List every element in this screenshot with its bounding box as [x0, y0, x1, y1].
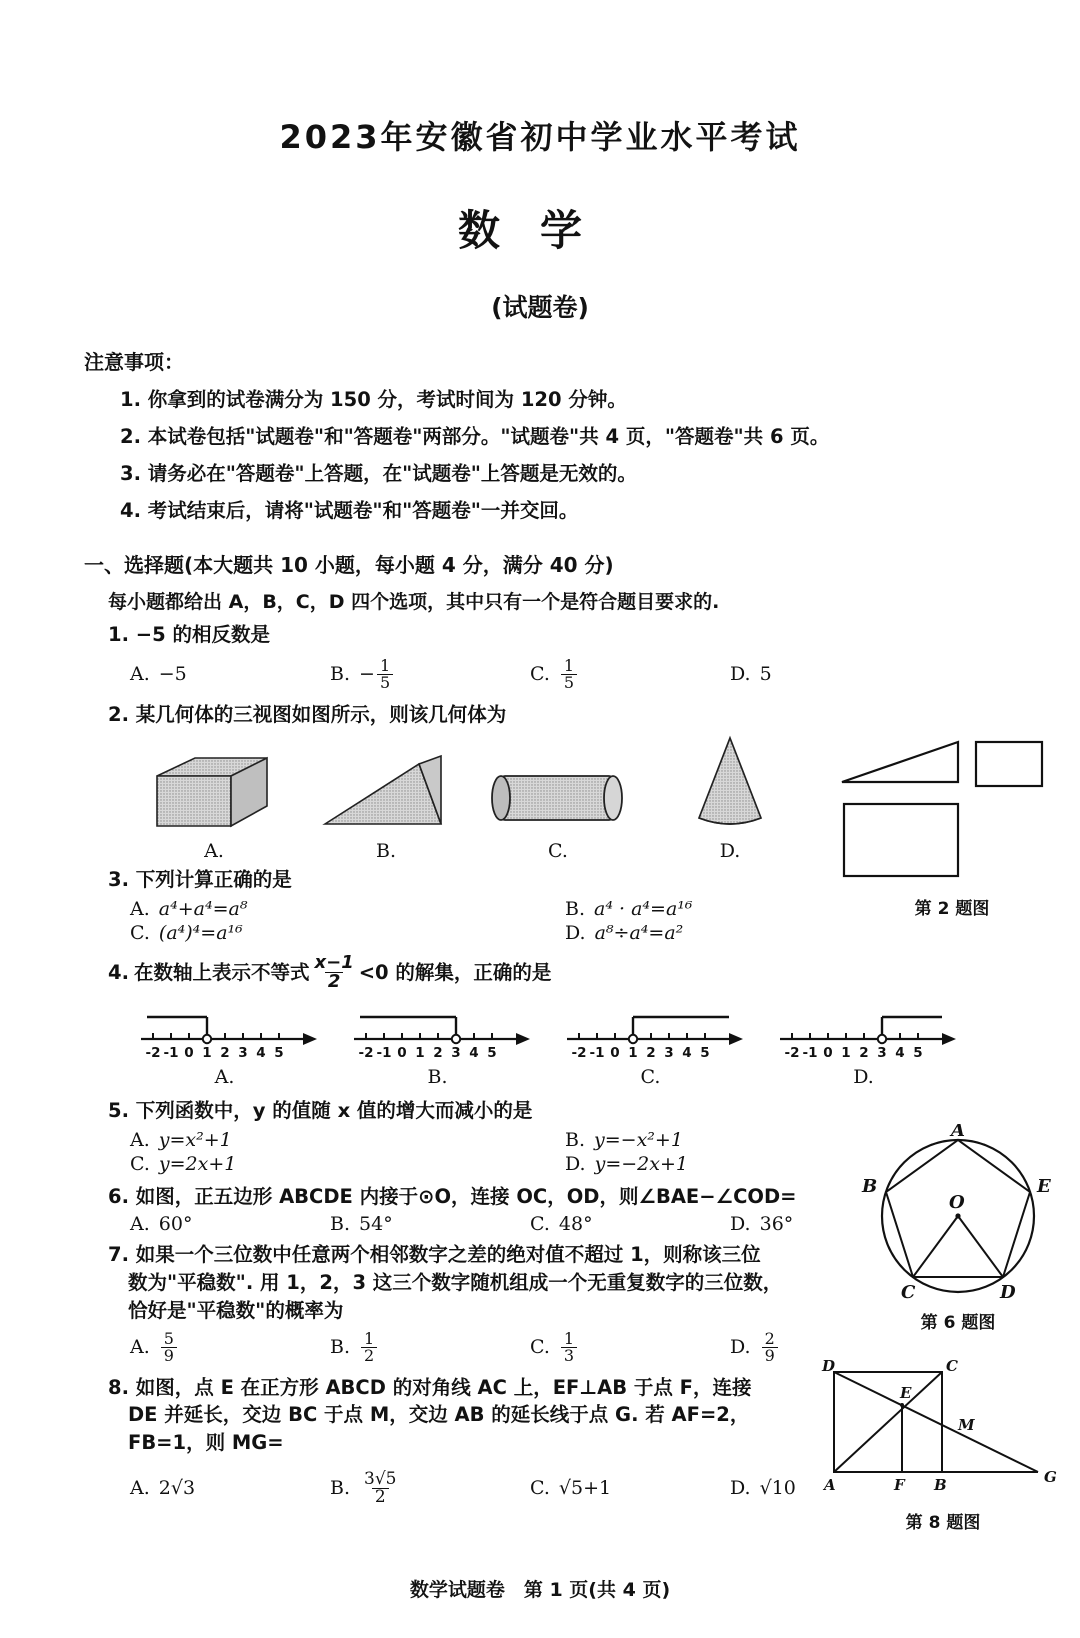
option-b-fraction — [361, 1468, 399, 1507]
option-b-value: 54° — [359, 1213, 393, 1236]
svg-text:4: 4 — [894, 1045, 905, 1062]
question-4-stem — [108, 954, 1080, 991]
notice-item-2: 2. 本试卷包括"试题卷"和"答题卷"两部分。"试题卷"共 4 页，"答题卷"共 6 页。 — [120, 425, 830, 448]
question-5-option-a[interactable] — [130, 1129, 565, 1151]
question-6-option-c[interactable] — [530, 1213, 730, 1235]
question-8-text-line3: FB=1，则 MG= — [128, 1430, 284, 1454]
question-1-stem — [108, 621, 1080, 649]
option-a-label: A. — [130, 1477, 150, 1500]
label-d: D — [1000, 1282, 1016, 1302]
svg-text:-2: -2 — [784, 1045, 799, 1062]
question-2-option-d[interactable] — [644, 734, 816, 862]
question-3-options-row2 — [108, 922, 1080, 944]
square-abcd-diagram — [812, 1360, 1074, 1502]
question-1-options — [108, 655, 1080, 692]
fraction-numerator: 1 — [379, 655, 391, 675]
svg-text:2: 2 — [858, 1045, 869, 1062]
question-6-option-b[interactable] — [330, 1213, 530, 1235]
three-view-drawing — [836, 736, 1068, 888]
fraction-denominator: 2 — [361, 1347, 377, 1364]
question-4-option-a[interactable] — [118, 1003, 331, 1088]
question-8-option-a[interactable] — [130, 1477, 330, 1499]
option-c-label: C. — [130, 922, 150, 945]
label-f: F — [894, 1476, 905, 1494]
question-2-option-a[interactable] — [128, 748, 300, 862]
label-c: C — [901, 1282, 916, 1302]
question-7-number: 7. — [108, 1243, 129, 1267]
option-c-value: √5+1 — [558, 1477, 612, 1500]
label-m: M — [958, 1416, 975, 1434]
option-a-label: A. — [130, 1336, 150, 1358]
question-1-text: −5 的相反数是 — [135, 623, 270, 646]
label-a: A — [951, 1124, 965, 1141]
question-3-option-c[interactable] — [130, 922, 565, 944]
label-c: C — [946, 1360, 958, 1375]
number-line-icon — [766, 1003, 962, 1061]
fraction-numerator: 5 — [163, 1328, 174, 1348]
question-7-stem — [108, 1241, 1080, 1269]
option-c-label: C. — [530, 663, 550, 686]
question-3-option-a[interactable] — [130, 898, 565, 920]
svg-text:2: 2 — [219, 1045, 230, 1062]
option-a-label: A. — [130, 663, 150, 686]
question-7-option-a[interactable] — [130, 1328, 330, 1365]
option-d-label: D. — [730, 1213, 751, 1236]
svg-text:4: 4 — [255, 1045, 266, 1062]
option-d-value: √10 — [759, 1477, 796, 1500]
question-4-option-c[interactable] — [544, 1003, 757, 1088]
question-8-number: 8. — [108, 1375, 129, 1399]
svg-text:-2: -2 — [358, 1045, 373, 1062]
fraction-denominator: 5 — [377, 674, 393, 691]
question-8-option-b[interactable] — [330, 1468, 530, 1507]
option-a-label: A. — [130, 898, 150, 921]
question-1-option-b[interactable] — [330, 655, 530, 692]
option-a-value: y=x²+1 — [158, 1128, 232, 1151]
fraction-numerator: 1 — [563, 655, 575, 675]
question-1-number: 1. — [108, 623, 129, 646]
option-d-label: D. — [853, 1066, 874, 1089]
question-4-option-d[interactable] — [757, 1003, 970, 1088]
question-4-options — [108, 1003, 1080, 1088]
label-e: E — [1037, 1176, 1051, 1197]
option-b-sign: − — [359, 663, 375, 686]
question-4-number: 4. — [108, 960, 129, 984]
question-5-number: 5. — [108, 1099, 129, 1123]
number-line-icon — [553, 1003, 749, 1061]
option-b-label: B. — [330, 1336, 351, 1358]
svg-text:1: 1 — [201, 1045, 212, 1062]
question-4-option-b[interactable] — [331, 1003, 544, 1088]
question-4-text-before: 在数轴上表示不等式 — [133, 960, 310, 984]
cone-icon — [655, 734, 805, 834]
option-a-label: A. — [204, 840, 224, 863]
notice-item-3: 3. 请务必在"答题卷"上答题，在"试题卷"上答题是无效的。 — [120, 462, 637, 485]
option-b-fraction — [377, 655, 393, 692]
question-3-text: 下列计算正确的是 — [135, 868, 292, 892]
option-c-label: C. — [530, 1213, 550, 1236]
option-b-label: B. — [565, 898, 586, 921]
question-2-number: 2. — [108, 702, 129, 726]
svg-text:5: 5 — [699, 1045, 710, 1062]
svg-text:-1: -1 — [589, 1045, 604, 1062]
notice-item-4: 4. 考试结束后，请将"试题卷"和"答题卷"一并交回。 — [120, 499, 579, 522]
option-d-fraction — [762, 1328, 778, 1365]
question-8-option-c[interactable] — [530, 1477, 730, 1499]
exam-page — [0, 112, 1080, 1638]
svg-text:-1: -1 — [163, 1045, 178, 1062]
fraction-numerator: x−1 — [314, 952, 354, 974]
svg-text:3: 3 — [237, 1045, 248, 1062]
question-7-options — [108, 1328, 1080, 1365]
option-c-value: 48° — [558, 1213, 593, 1236]
svg-text:2: 2 — [432, 1045, 443, 1062]
option-c-fraction — [561, 1328, 577, 1365]
option-b-label: B. — [330, 1477, 351, 1500]
option-c-fraction — [561, 655, 577, 692]
option-d-value: y=−2x+1 — [594, 1152, 688, 1175]
option-c-label: C. — [530, 1477, 550, 1500]
svg-text:-1: -1 — [802, 1045, 817, 1062]
section-heading: 一、选择题(本大题共 10 小题，每小题 4 分，满分 40 分) — [84, 553, 614, 577]
svg-text:-2: -2 — [145, 1045, 160, 1062]
question-2-stem — [108, 701, 1080, 729]
question-7-text-line1: 如果一个三位数中任意两个相邻数字之差的绝对值不超过 1，则称该三位 — [135, 1243, 761, 1267]
line-dg — [834, 1372, 1038, 1472]
point-e — [900, 1403, 904, 1407]
option-d-label: D. — [719, 840, 741, 863]
cylinder-icon — [483, 748, 633, 834]
label-d: D — [822, 1360, 836, 1375]
question-6-text: 如图，正五边形 ABCDE 内接于⊙O，连接 OC，OD，则∠BAE−∠COD= — [135, 1184, 797, 1208]
option-a-value: −5 — [158, 663, 187, 686]
option-d-label: D. — [730, 1477, 751, 1500]
svg-text:-1: -1 — [376, 1045, 391, 1062]
question-7-text-line2: 数为"平稳数". 用 1，2，3 这三个数字随机组成一个无重复数字的三位数， — [128, 1271, 783, 1295]
option-b-label: B. — [565, 1128, 586, 1151]
option-a-label: A. — [130, 1128, 150, 1151]
option-a-value: 2√3 — [158, 1477, 196, 1500]
question-3-number: 3. — [108, 868, 129, 892]
question-1-option-a[interactable] — [130, 663, 330, 685]
question-7-option-c[interactable] — [530, 1328, 730, 1365]
question-3-stem — [108, 866, 1080, 894]
svg-text:0: 0 — [396, 1045, 407, 1062]
question-8-text-line2: DE 并延长，交边 BC 于点 M，交边 AB 的延长线于点 G. 若 AF=2， — [128, 1403, 750, 1427]
label-e: E — [900, 1384, 912, 1402]
top-view-rect — [844, 804, 958, 876]
fraction-denominator: 5 — [561, 674, 577, 691]
question-8-figure-caption: 第 8 题图 — [905, 1513, 981, 1533]
option-d-label: D. — [730, 663, 751, 686]
option-d-label: D. — [565, 1152, 586, 1175]
svg-text:1: 1 — [414, 1045, 425, 1062]
svg-text:5: 5 — [273, 1045, 284, 1062]
label-o: O — [949, 1192, 965, 1213]
question-6-number: 6. — [108, 1184, 129, 1208]
option-d-label: D. — [565, 922, 586, 945]
fraction-numerator: 2 — [764, 1328, 775, 1348]
option-a-value: a⁴+a⁴=a⁸ — [158, 898, 248, 921]
fraction-numerator: 1 — [563, 1328, 575, 1348]
question-1-option-d[interactable] — [730, 663, 930, 685]
label-b: B — [934, 1476, 947, 1494]
question-5-stem — [108, 1097, 1080, 1125]
notice-title: 注意事项： — [84, 350, 184, 374]
question-3 — [0, 866, 1080, 944]
svg-text:5: 5 — [486, 1045, 497, 1062]
question-2-option-b[interactable] — [300, 748, 472, 862]
option-c-label: C. — [530, 1336, 550, 1358]
svg-text:4: 4 — [681, 1045, 692, 1062]
svg-text:3: 3 — [663, 1045, 674, 1062]
paper-kind-label: (试题卷) — [491, 293, 589, 322]
question-4-text-after: <0 的解集，正确的是 — [358, 960, 552, 984]
option-b-value: a⁴ · a⁴=a¹⁶ — [594, 898, 693, 921]
question-1-option-c[interactable] — [530, 655, 730, 692]
question-4-fraction — [312, 954, 357, 991]
label-g: G — [1044, 1468, 1057, 1486]
page-footer: 数学试题卷 第 1 页(共 4 页) — [409, 1579, 671, 1601]
option-d-label: D. — [730, 1336, 751, 1358]
option-c-label: C. — [548, 840, 568, 863]
option-b-label: B. — [427, 1066, 448, 1089]
option-b-label: B. — [330, 1213, 351, 1236]
point-o — [955, 1213, 960, 1218]
number-line-icon — [127, 1003, 323, 1061]
question-7-option-d[interactable] — [730, 1328, 930, 1365]
option-a-value: 60° — [158, 1213, 193, 1236]
fraction-denominator: 3 — [561, 1347, 577, 1364]
cuboid-icon — [139, 748, 289, 834]
question-2-text: 某几何体的三视图如图所示，则该几何体为 — [135, 702, 507, 726]
question-8-figure — [812, 1360, 1074, 1533]
option-b-label: B. — [375, 840, 396, 863]
question-6-option-a[interactable] — [130, 1213, 330, 1235]
question-3-option-d[interactable] — [565, 922, 1000, 944]
notice-item-1: 1. 你拿到的试卷满分为 150 分，考试时间为 120 分钟。 — [120, 388, 627, 411]
question-2-figure-caption: 第 2 题图 — [914, 899, 990, 919]
option-a-label: A. — [130, 1213, 150, 1236]
question-5-option-c[interactable] — [130, 1153, 565, 1175]
svg-text:0: 0 — [183, 1045, 194, 1062]
svg-text:3: 3 — [876, 1045, 887, 1062]
option-d-value: a⁸÷a⁴=a² — [594, 922, 684, 945]
question-8-text-line1: 如图，点 E 在正方形 ABCD 的对角线 AC 上，EF⊥AB 于点 F，连接 — [135, 1375, 752, 1399]
svg-text:5: 5 — [912, 1045, 923, 1062]
option-c-label: C. — [640, 1066, 661, 1089]
page-title: 2023年安徽省初中学业水平考试 — [279, 118, 801, 156]
svg-text:0: 0 — [822, 1045, 833, 1062]
fraction-denominator: 9 — [161, 1347, 177, 1364]
question-1 — [0, 621, 1080, 691]
subject-title: 数学 — [457, 206, 622, 255]
svg-text:1: 1 — [627, 1045, 638, 1062]
question-4 — [0, 954, 1080, 1088]
question-2-option-c[interactable] — [472, 748, 644, 862]
diagonal-ac — [834, 1372, 942, 1472]
option-c-value: (a⁴)⁴=a¹⁶ — [158, 922, 243, 945]
question-5-text: 下列函数中，y 的值随 x 值的增大而减小的是 — [135, 1099, 533, 1123]
option-c-label: C. — [130, 1152, 150, 1175]
notice-section — [0, 346, 1080, 523]
svg-text:3: 3 — [450, 1045, 461, 1062]
label-b: B — [862, 1176, 878, 1197]
question-7-option-b[interactable] — [330, 1328, 530, 1365]
fraction-denominator: 2 — [372, 1488, 389, 1506]
option-a-fraction — [161, 1328, 177, 1365]
svg-text:4: 4 — [468, 1045, 479, 1062]
front-view-triangle — [842, 742, 958, 782]
question-6-figure-caption: 第 6 题图 — [920, 1313, 996, 1333]
option-d-value: 36° — [759, 1213, 794, 1236]
question-7-text-line3: 恰好是"平稳数"的概率为 — [128, 1298, 344, 1322]
fraction-numerator: 3√5 — [364, 1468, 397, 1489]
fraction-denominator: 9 — [762, 1347, 778, 1364]
question-3-option-b[interactable] — [565, 898, 1000, 920]
question-3-options-row1 — [108, 898, 1080, 920]
fraction-numerator: 1 — [364, 1328, 375, 1348]
svg-text:1: 1 — [840, 1045, 851, 1062]
option-a-label: A. — [214, 1066, 235, 1089]
option-c-value: y=2x+1 — [158, 1152, 237, 1175]
option-d-value: 5 — [759, 663, 772, 686]
option-b-fraction — [361, 1328, 377, 1365]
svg-text:0: 0 — [609, 1045, 620, 1062]
section-subheading: 每小题都给出 A，B，C，D 四个选项，其中只有一个是符合题目要求的. — [108, 591, 720, 613]
fraction-denominator: 2 — [325, 972, 344, 991]
label-a: A — [824, 1476, 836, 1494]
svg-text:-2: -2 — [571, 1045, 586, 1062]
option-b-value: y=−x²+1 — [594, 1128, 683, 1151]
side-view-rect — [976, 742, 1042, 786]
number-line-icon — [340, 1003, 536, 1061]
option-b-label: B. — [330, 663, 351, 686]
question-7 — [0, 1241, 1080, 1363]
svg-text:2: 2 — [645, 1045, 656, 1062]
triangular-prism-icon — [311, 748, 461, 834]
